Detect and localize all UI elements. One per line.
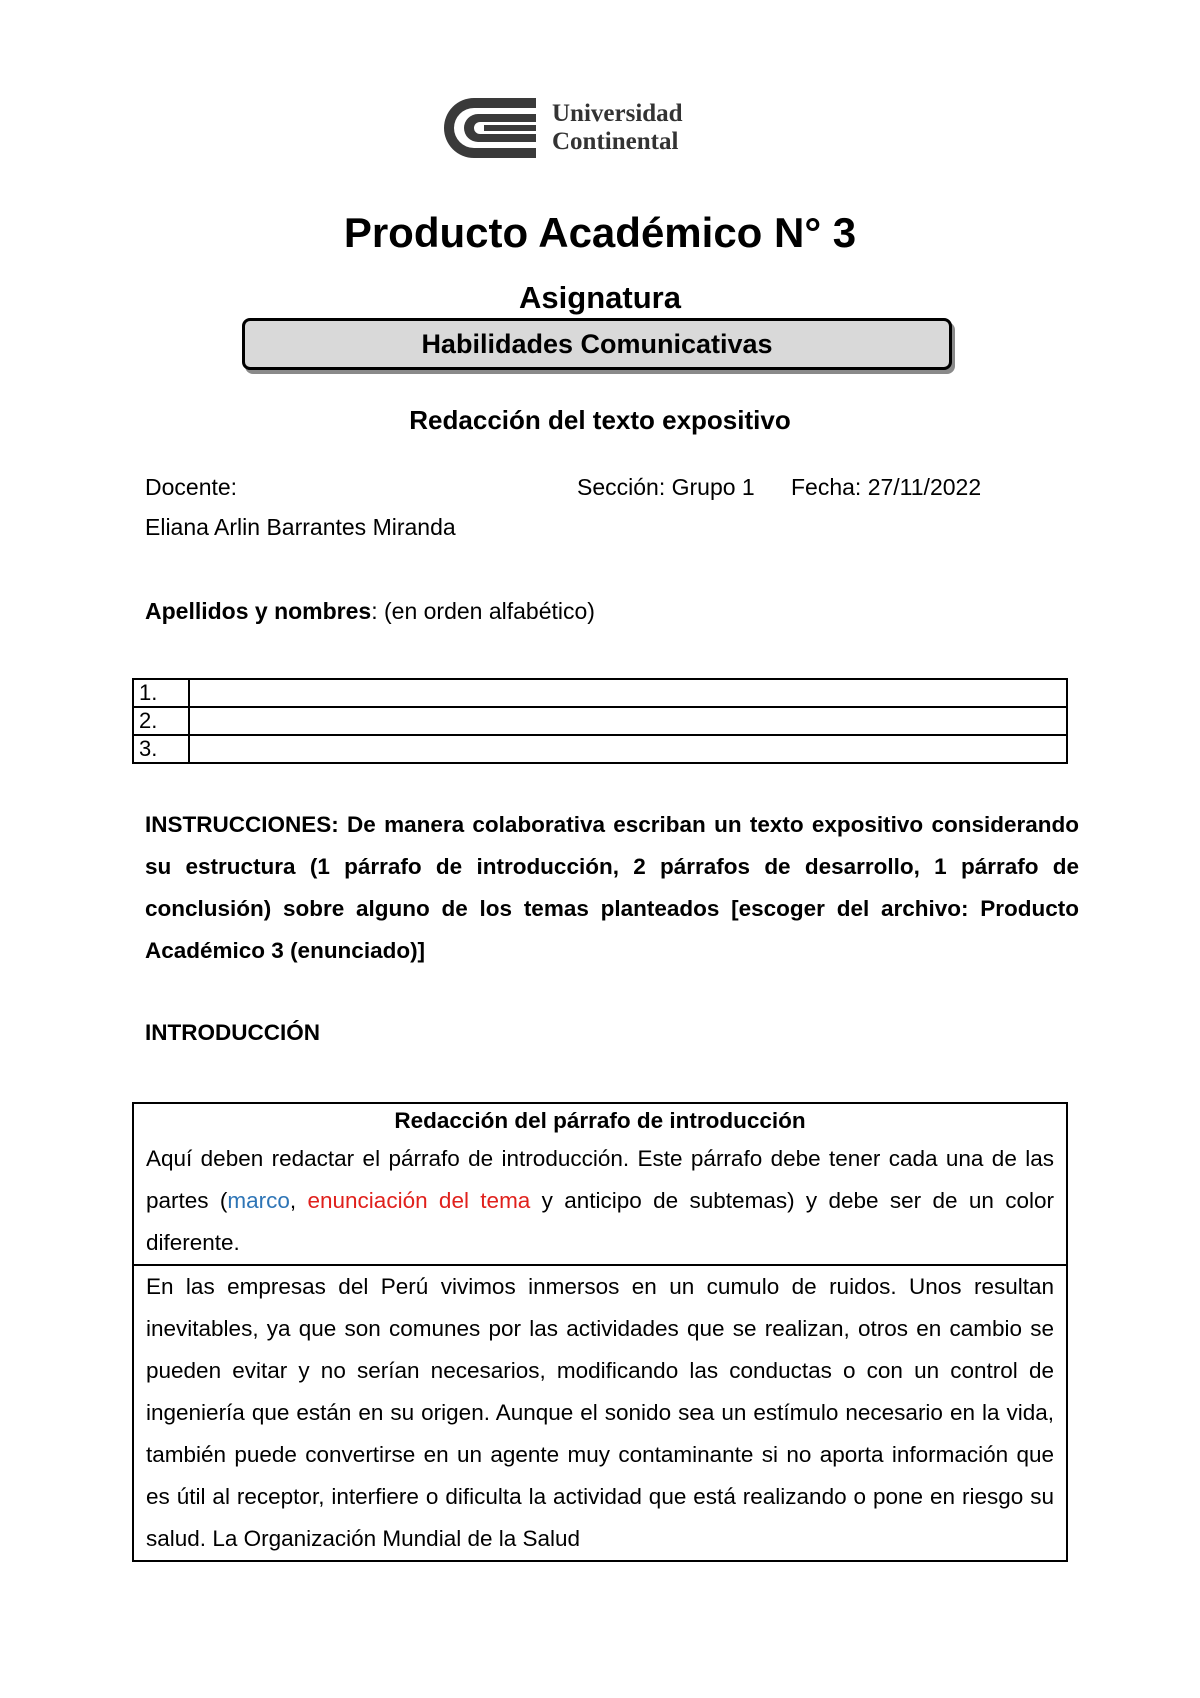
university-logo-icon: [440, 94, 540, 162]
table-row: [133, 735, 1067, 763]
page-title: Producto Académico N° 3: [343, 209, 857, 256]
name-cell[interactable]: [189, 707, 1067, 735]
name-cell[interactable]: [189, 735, 1067, 763]
table-row: [133, 707, 1067, 735]
names-table: [132, 678, 1068, 764]
row-number: 3.: [133, 735, 189, 763]
names-label: Apellidos y nombres: [145, 598, 372, 624]
intro-guide-cell: [133, 1103, 1067, 1265]
table-row: [133, 679, 1067, 707]
intro-box-heading: Redacción del párrafo de introducción: [394, 1108, 806, 1133]
name-cell[interactable]: [189, 679, 1067, 707]
guide-enunciacion: enunciación del tema: [307, 1188, 531, 1213]
table-row: [133, 1103, 1067, 1265]
row-number: 1.: [133, 679, 189, 707]
row-number: 2.: [133, 707, 189, 735]
intro-table: [132, 1102, 1068, 1562]
docente-name: Eliana Arlin Barrantes Miranda: [145, 514, 456, 540]
names-hint: : (en orden alfabético): [371, 598, 595, 624]
seccion-value: Sección: Grupo 1: [577, 474, 755, 500]
intro-body-last: La Organización Mundial de la Salud: [212, 1526, 581, 1551]
subject-name: Habilidades Comunicativas: [421, 328, 773, 359]
intro-heading: INTRODUCCIÓN: [145, 1020, 320, 1045]
docente-label: Docente:: [145, 474, 238, 500]
names-instruction: [145, 596, 595, 626]
instructions-paragraph: INSTRUCCIONES: De manera colaborativa escriban un texto expositivo considerando su estructura (1 párrafo de introducción, 2 párrafos de desarrollo, 1 párrafo de conclusión) sobre alguno de los temas planteados [escoger del archivo: Producto Académico 3 (enunciado)]: [145, 812, 1079, 963]
guide-marco: marco: [227, 1188, 290, 1213]
logo-line-2: Continental: [552, 128, 679, 155]
document-subtitle: Redacción del texto expositivo: [409, 405, 791, 435]
guide-separator: ,: [289, 1188, 308, 1213]
logo-text: [552, 100, 683, 156]
university-logo: [440, 88, 710, 168]
guide-text-2: y anticipo de subtemas) y debe ser de un color diferente.: [146, 1188, 1055, 1255]
intro-body-text: En las empresas del Perú vivimos inmersos en un cumulo de ruidos. Unos resultan inevitables, ya que son comunes por las actividades que se realizan, otros en cambio se pueden evitar y no serían necesarios, modificando las conductas o con un control de ingeniería que están en su origen. Aunque el sonido sea un estímulo necesario en la vida, también puede convertirse en un agente muy contaminante si no aporta información que es útil al receptor, interfiere o dificulta la actividad que está realizando o pone en riesgo su salud.: [146, 1274, 1054, 1551]
guide-text-1: Aquí deben redactar el párrafo de introducción. Este párrafo debe tener cada una de las partes (: [146, 1146, 1054, 1213]
table-row: [133, 1265, 1067, 1561]
intro-body-cell[interactable]: [133, 1265, 1067, 1561]
fecha-value: Fecha: 27/11/2022: [791, 474, 982, 500]
logo-line-1: Universidad: [552, 100, 683, 127]
subject-box: [242, 318, 952, 370]
subject-label: Asignatura: [519, 280, 681, 315]
